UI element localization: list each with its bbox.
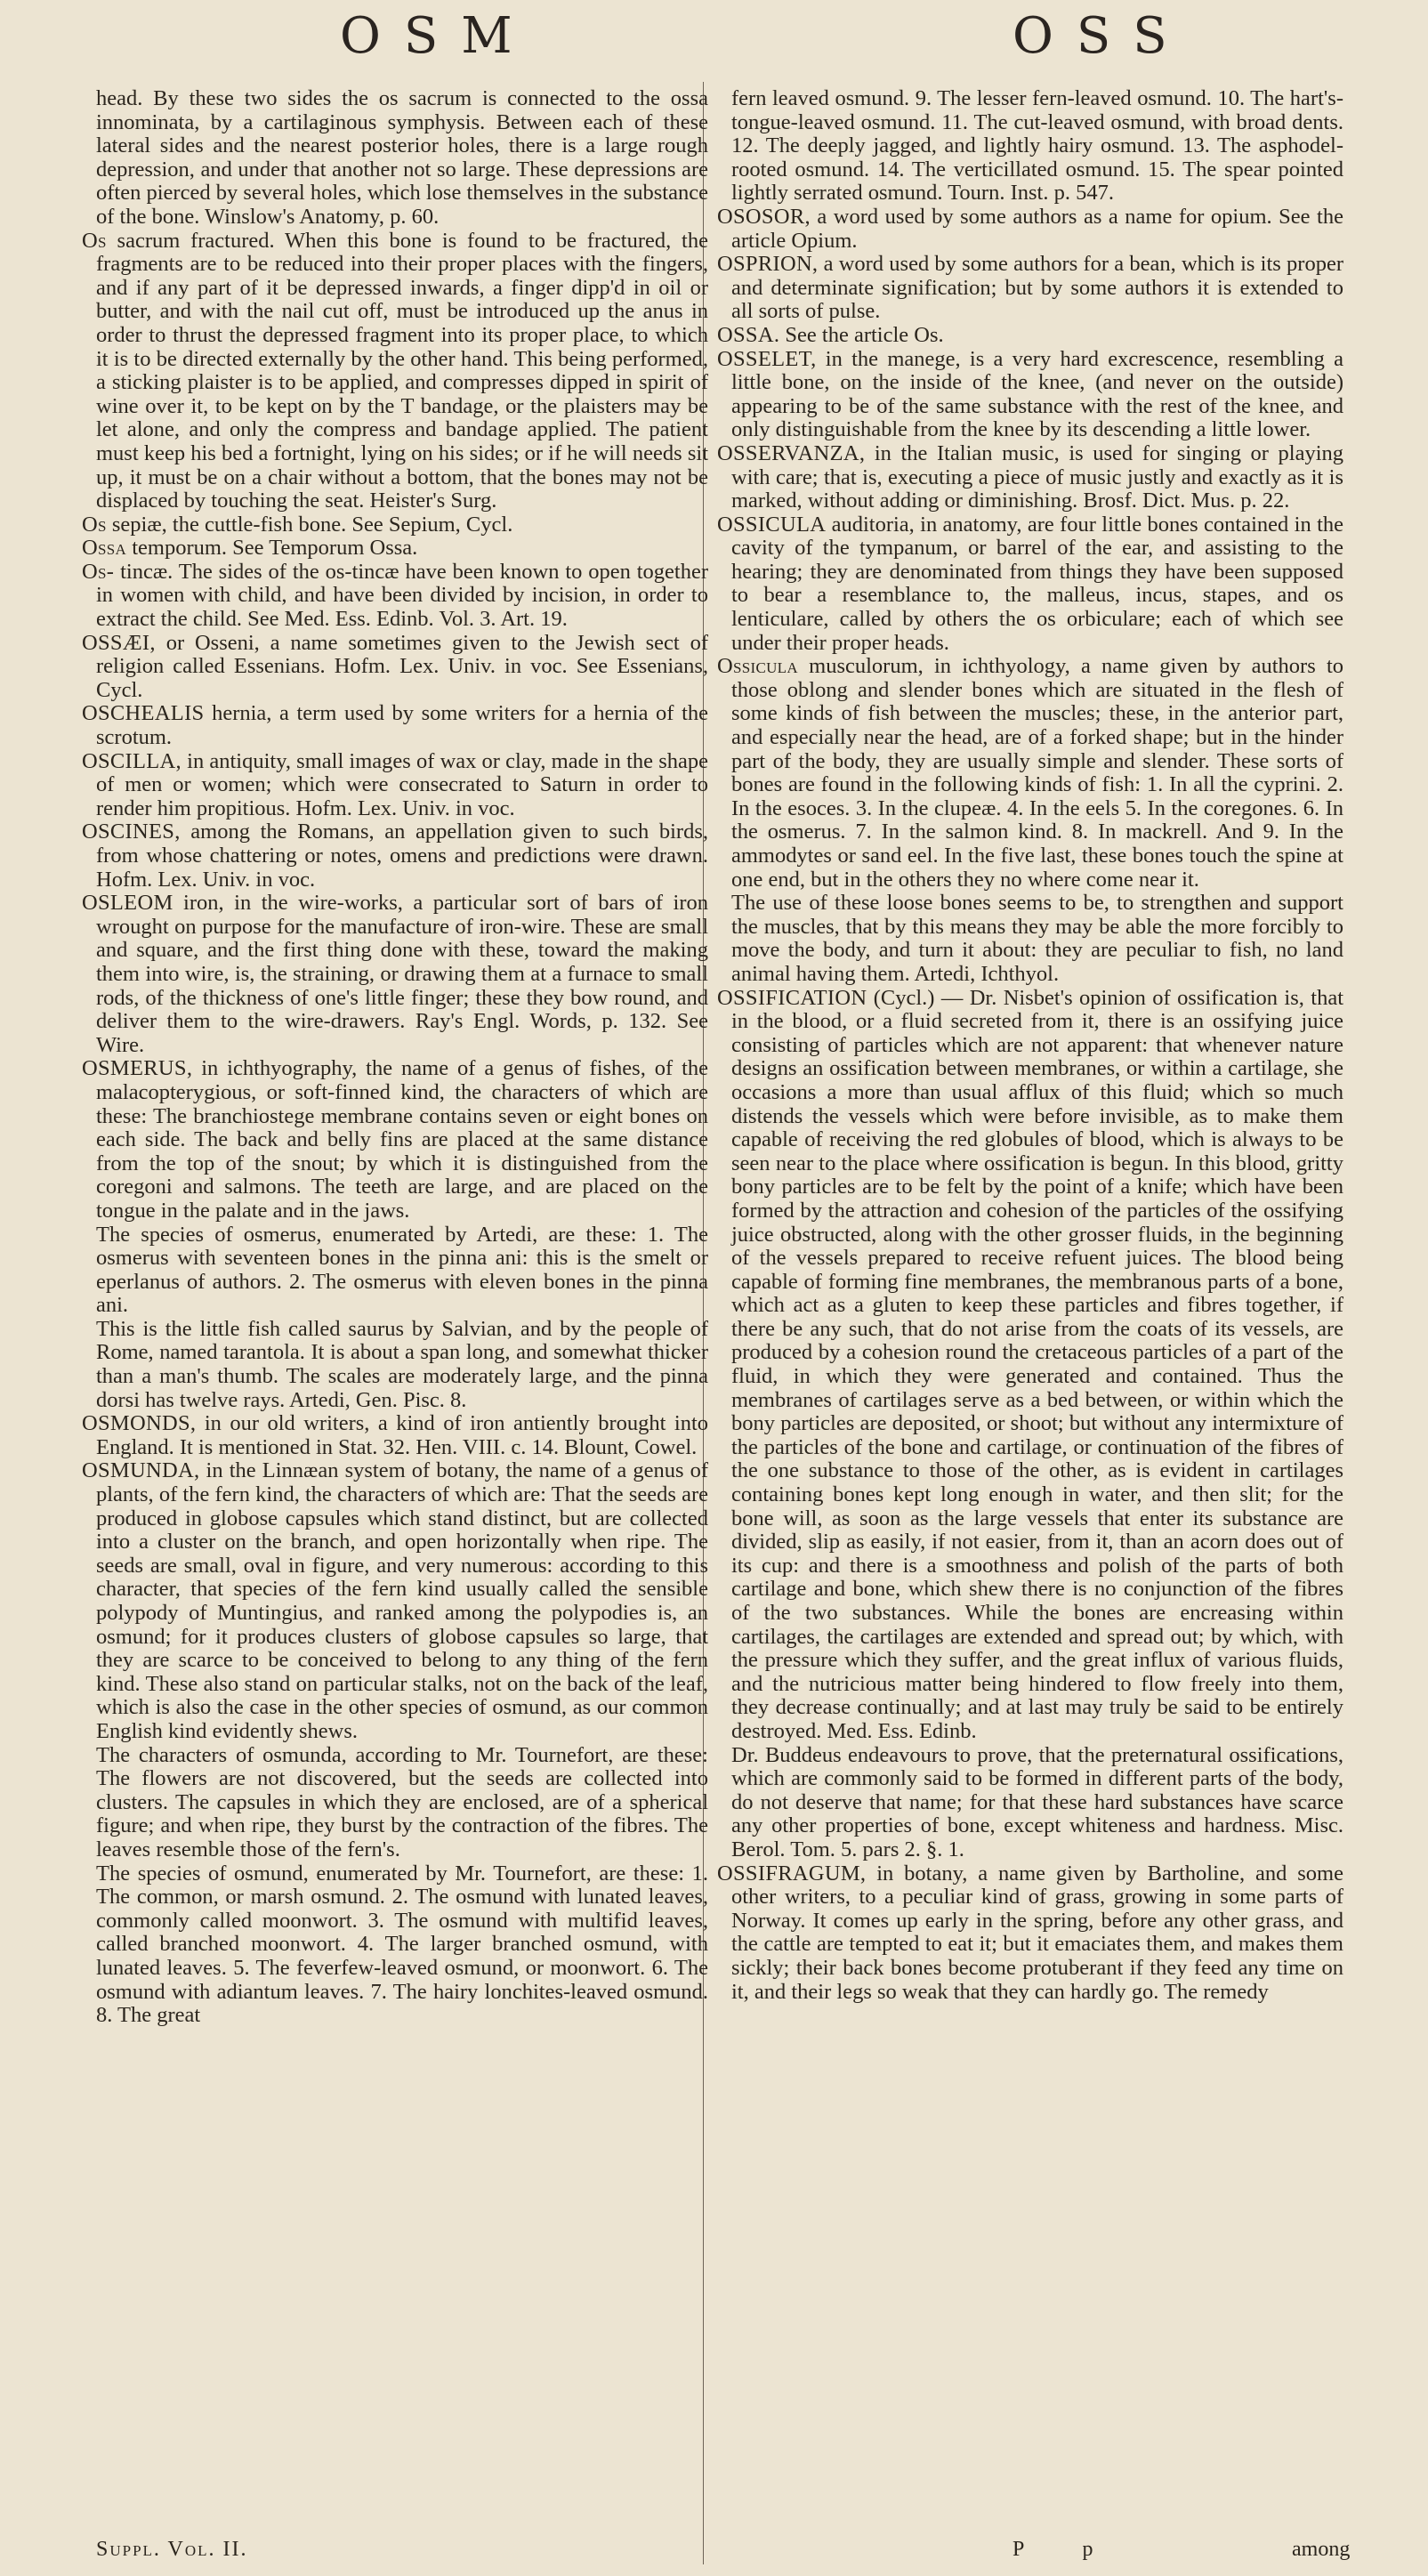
entry-text: See the article Os. <box>785 322 944 347</box>
entry-paragraph <box>82 1744 708 1862</box>
catchword: among <box>1292 2538 1351 2561</box>
dictionary-entry <box>82 702 708 749</box>
dictionary-entry <box>717 655 1343 892</box>
entry-headword: Os- <box>82 559 115 584</box>
entry-text: The use of these loose bones seems to be, to strengthen and support the muscles, that by this means they may be able the more forcibly to move the body, and turn it about: they are peculiar to fish, no land animal having them. Artedi, Ichthyol. <box>731 891 1343 986</box>
entry-headword: Os <box>82 228 107 253</box>
entry-text: head. By these two sides the os sacrum is connected to the ossa innominata, by a cartilaginous symphysis. Between each of these lateral sides and the nearest posterior holes, there is a large rough depression, and under that another not so large. These depressions are often pierced by several holes, which lose themselves in the substance of the bone. Winslow's Anatomy, p. 60. <box>96 86 708 229</box>
entry-text: The species of osmund, enumerated by Mr. Tournefort, are these: 1. The common, or marsh osmund. 2. The osmund with lunated leaves, commonly called moonwort. 3. The osmund with multifid leaves, called branched moonwort. 4. The larger branched osmund, with lunated leaves. 5. The feverfew-leaved osmund, or moonwort. 6. The osmund with adiantum leaves. 7. The hairy lonchites-leaved osmund. 8. The great <box>96 1861 708 2028</box>
entry-headword: OSSICULA <box>717 512 827 537</box>
dictionary-entry <box>717 987 1343 1744</box>
running-head-right: OSS <box>1013 7 1190 65</box>
entry-headword: Os <box>82 512 107 537</box>
entry-text: Dr. Buddeus endeavours to prove, that the preternatural ossifications, which are commonly said to be formed in different parts of the body, do not deserve that name; for that these hard substances have scarce any other properties of bone, except whiteness and hardness. Misc. Berol. Tom. 5. pars 2. §. 1. <box>731 1742 1343 1861</box>
entry-headword: OSSIFICATION <box>717 985 867 1010</box>
entry-text: in antiquity, small images of wax or clay, made in the shape of men or women; which were consecrated to Saturn in order to render him propitious. Hofm. Lex. Univ. in voc. <box>96 748 708 820</box>
entry-text: auditoria, in anatomy, are four little bones contained in the cavity of the tympanum, or barrel of the ear, and assisting to the hearing; they are denominated from things they have been supposed to bear a resemblance to, the malleus, incus, stapes, and os lenticulare, called by others the os orbiculare; each of which see under their proper heads. <box>731 512 1343 655</box>
entry-text: musculorum, in ichthyology, a name given by authors to those oblong and slender bones which are situated in the flesh of some kinds of fish between the muscles; these, in the anterior part, and especially near the head, are of a forked shape; but in the hinder part of the body, they are usually simple and slender. These sorts of bones are found in the following kinds of fish: 1. In all the cyprini. 2. In the esoces. 3. In the clupeæ. 4. In the eels 5. In the coregones. 6. In the osmerus. 7. In the salmon kind. 8. In mackrell. And 9. In the ammodytes or sand eel. In the five last, these bones touch the spine at one end, but in the others they no where come near it. <box>731 654 1344 892</box>
dictionary-entry <box>717 513 1343 656</box>
entry-paragraph <box>82 1862 708 2028</box>
entry-paragraph <box>717 1744 1343 1862</box>
dictionary-entry <box>82 230 708 513</box>
left-column <box>82 87 708 2028</box>
entry-text: (Cycl.) — Dr. Nisbet's opinion of ossification is, that in the blood, or a fluid secreted from it, there is an ossifying juice consisting of particles which are not apparent: that whenever nature designs an ossification between membranes, or within a cartilage, she occasions a more than usual afflux of this fluid; which so much distends the vessels which were before invisible, as to make them capable of receiving the red globules of blood, which is always to be seen near to the place where ossification is begun. In this blood, gritty bony particles are to be felt by the point of a knife; which have been formed by the attraction and cohesion of the particles of the ossifying juice obstructed, along with the other grosser fluids, in the beginning of the vessels prepared to receive refuent juices. The blood being capable of forming fine membranes, the membranous parts of a bone, which act as a gluten to keep these particles and fibres together, if there be any such, that do not arise from the coats of its vessels, are produced by a cohesion round the cretaceous particles of a part of the fluid, in which they were generated and contained. Thus the membranes of cartilages serve as a bed between, or within which the bony particles are deposited, or shoot; but without any intermixture of the particles of the bone and cartilage, or continuation of the fibres of the one substance to those of the other, as is evident in cartilages containing bones kept long enough in water, and then slit; for the bone will, as soon as the large vessels that enter its substance are divided, slip as easily, if not easier, from it, than an acorn does out of its cup: and there is a smoothness and polish of the parts of both cartilage and bone, which shew there is no conjunction of the fibres of the two substances. While the bones are encreasing within cartilages, the cartilages are extended and spread out; by which, with the pressure which they suffer, and the great influx of various fluids, and the nutricious matter being hindered to flow freely into them, they decrease continually; and at last may truly be said to be entirely destroyed. Med. Ess. Edinb. <box>731 985 1344 1743</box>
entry-text: in the Linnæan system of botany, the name of a genus of plants, of the fern kind, the characters of which are: That the seeds are produced in globose capsules which stand distinct, but are collected into a cluster on the branch, and open horizontally when ripe. The seeds are small, oval in figure, and very numerous: according to this character, that species of the fern kind usually called the sensible polypody of Muntingius, and ranked among the polypodies is, an osmund; for it produces clusters of globose capsules so large, that they are scarce to be conceived to belong to any thing of the fern kind. These also stand on particular stalks, not on the back of the leaf, which is also the case in the other species of osmund, as our common English kind evidently shews. <box>96 1458 709 1743</box>
running-head-left: OSM <box>340 7 536 65</box>
dictionary-entry <box>82 750 708 821</box>
entry-text: iron, in the wire-works, a particular sort of bars of iron wrought on purpose for the manufacture of iron-wire. These are small and square, and the first thing done with these, toward the making them into wire, is, the straining, or drawing them at a furnace to small rods, of the thickness of one's little finger; these they bow round, and deliver them to the wire-drawers. Ray's Engl. Words, p. 132. See Wire. <box>96 891 708 1057</box>
signature-mark: P p <box>1013 2538 1120 2561</box>
entry-headword: OSCHEALIS <box>82 701 205 726</box>
entry-paragraph <box>82 87 708 230</box>
entry-headword: OSSÆI, <box>82 630 156 655</box>
entry-headword: OSLEOM <box>82 891 173 916</box>
entry-paragraph <box>82 1223 708 1318</box>
entry-text: in ichthyography, the name of a genus of fishes, of the malacopterygious, or soft-finned kind, the characters of which are these: The branchiostege membrane contains seven or eight bones on each side. The back and belly fins are placed at the same distance from the top of the snout; by which it is distinguished from the coregoni and salmons. The teeth are large, and are placed on the tongue in the palate and in the jaws. <box>96 1056 709 1223</box>
entry-headword: OSPRION, <box>717 252 819 277</box>
entry-text: temporum. See Temporum Ossa. <box>132 536 418 561</box>
dictionary-entry <box>717 324 1343 348</box>
right-column <box>717 87 1343 2004</box>
dictionary-entry <box>82 537 708 561</box>
entry-paragraph <box>82 1318 708 1412</box>
dictionary-entry <box>82 1459 708 1743</box>
entry-text: in the manege, is a very hard excrescence, resembling a little bone, on the inside of the knee, (and never on the outside) appearing to be of the same substance with the rest of the knee, and only distinguishable from the knee by its descending a little lower. <box>731 346 1344 442</box>
dictionary-entry <box>82 1057 708 1223</box>
dictionary-entry <box>717 442 1343 513</box>
entry-headword: OSSA. <box>717 322 780 347</box>
entry-text: among the Romans, an appellation given to such birds, from whose chattering or notes, omens and predictions were drawn. Hofm. Lex. Univ. in voc. <box>96 820 709 892</box>
entry-text: in the Italian music, is used for singing or playing with care; that is, executing a piece of music justly and exactly as it is marked, without adding or diminishing. Brosf. Dict. Mus. p. 22. <box>731 440 1343 513</box>
entry-headword: OSSERVANZA, <box>717 440 866 465</box>
entry-headword: OSMONDS, <box>82 1411 197 1436</box>
entry-text: sepiæ, the cuttle-fish bone. See Sepium, Cycl. <box>111 512 513 537</box>
dictionary-entry <box>82 1412 708 1459</box>
entry-headword: Ossa <box>82 536 127 561</box>
dictionary-entry <box>82 892 708 1057</box>
entry-text: fern leaved osmund. 9. The lesser fern-leaved osmund. 10. The hart's-tongue-leaved osmund. 11. The cut-leaved osmund, with broad dents. 12. The deeply jagged, and lightly hairy osmund. 13. The asphodel-rooted osmund. 14. The verticillated osmund. 15. The spear pointed lightly serrated osmund. Tourn. Inst. p. 547. <box>731 86 1343 206</box>
entry-headword: OSCILLA, <box>82 748 182 773</box>
entry-text: sacrum fractured. When this bone is found to be fractured, the fragments are to be reduced into their proper places with the fingers, and if any part of it be depressed inwards, a finger dipp'd in oil or butter, and with the nail cut off, must be introduced up the anus in order to thrust the depressed fragment into its proper place, to which it is to be directed externally by the other hand. This being performed, a sticking plaister is to be applied, and compresses dipped in spirit of wine over it, to be kept on by the T bandage, or the plaisters may be let alone, and only the compress and bandage applied. The patient must keep his bed a fortnight, lying on his sides; or if he will needs sit up, it must be on a chair without a bottom, that the bones may not be displaced by touching the seat. Heister's Surg. <box>96 228 708 513</box>
entry-headword: Ossicula <box>717 654 798 679</box>
entry-headword: OSSELET, <box>717 346 817 371</box>
volume-footer: Suppl. Vol. II. <box>96 2538 248 2561</box>
entry-headword: OSCINES, <box>82 820 181 844</box>
entry-text: in botany, a name given by Bartholine, and some other writers, to a peculiar kind of grass, growing in some parts of Norway. It comes up early in the spring, before any other grass, and the cattle are tempted to eat it; but it emaciates them, and makes them sickly; their back bones become protuberant if they feed any time on it, and their legs so weak that they can hardly go. The remedy <box>731 1861 1343 2004</box>
dictionary-entry <box>82 632 708 703</box>
entry-text: tincæ. The sides of the os-tincæ have been known to open together in women with child, and have been divided by incision, in order to extract the child. See Med. Ess. Edinb. Vol. 3. Art. 19. <box>96 559 709 632</box>
dictionary-entry <box>717 1862 1343 2005</box>
entry-text: This is the little fish called saurus by Salvian, and by the people of Rome, named tarantola. It is about a span long, and somewhat thicker than a man's thumb. The scales are moderately large, and the pinna dorsi has twelve rays. Artedi, Gen. Pisc. 8. <box>96 1316 708 1412</box>
entry-text: The species of osmerus, enumerated by Artedi, are these: 1. The osmerus with seventeen bones in the pinna ani: this is the smelt or eperlanus of authors. 2. The osmerus with eleven bones in the pinna ani. <box>96 1222 708 1318</box>
entry-text: The characters of osmunda, according to Mr. Tournefort, are these: The flowers are not discovered, but the seeds are collected into clusters. The capsules in which they are enclosed, are of a spherical figure; and when ripe, they burst by the contraction of the fibres. The leaves resemble those of the fern's. <box>96 1742 708 1861</box>
entry-headword: OSMERUS, <box>82 1056 193 1081</box>
dictionary-entry <box>717 206 1343 253</box>
dictionary-entry <box>717 348 1343 442</box>
entry-text: in our old writers, a kind of iron antiently brought into England. It is mentioned in Stat. 32. Hen. VIII. c. 14. Blount, Cowel. <box>96 1411 708 1459</box>
dictionary-entry <box>82 820 708 892</box>
dictionary-entry <box>82 561 708 632</box>
dictionary-entry <box>717 253 1343 324</box>
entry-text: hernia, a term used by some writers for a hernia of the scrotum. <box>96 701 709 750</box>
entry-headword: OSSIFRAGUM, <box>717 1861 867 1886</box>
entry-text: or Osseni, a name sometimes given to the Jewish sect of religion called Essenians. Hofm. Lex. Univ. in voc. See Essenians, Cycl. <box>96 630 709 702</box>
entry-text: a word used by some authors for a bean, which is its proper and determinate signification; but by some authors it is extended to all sorts of pulse. <box>731 252 1343 324</box>
entry-paragraph <box>717 892 1343 986</box>
entry-headword: OSOSOR, <box>717 204 811 229</box>
entry-paragraph <box>717 87 1343 206</box>
dictionary-entry <box>82 513 708 537</box>
entry-headword: OSMUNDA, <box>82 1458 200 1483</box>
entry-text: a word used by some authors as a name for opium. See the article Opium. <box>731 204 1343 253</box>
